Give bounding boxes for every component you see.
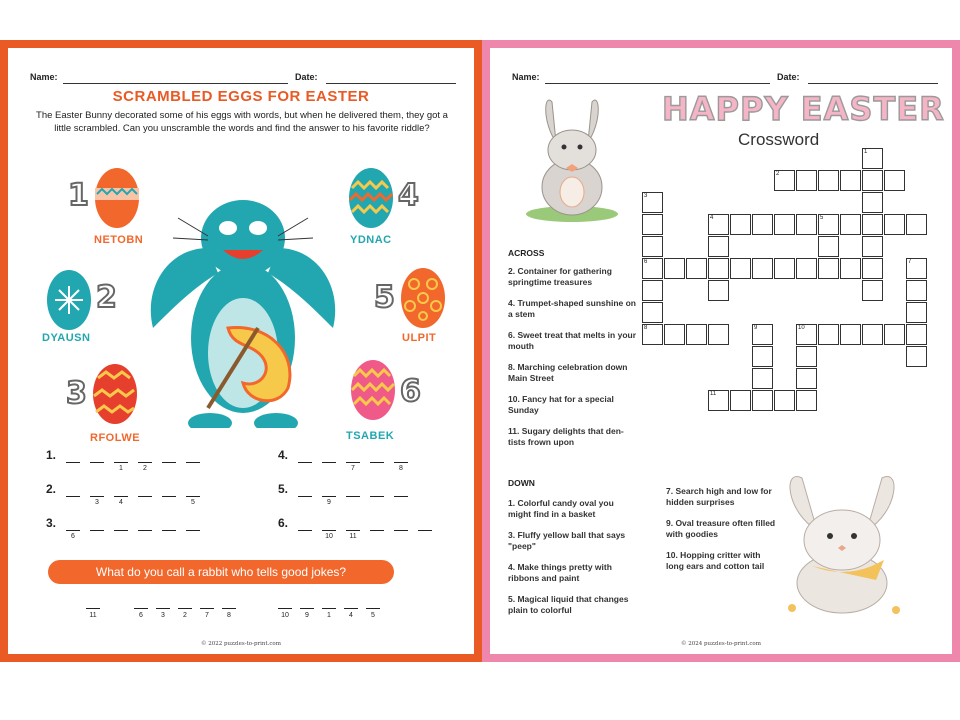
cell-clue-number: 7: [908, 259, 912, 265]
clue-item: 6. Sweet treat that melts in your mouth: [508, 330, 637, 351]
crossword-cell[interactable]: [664, 258, 685, 279]
crossword-cell[interactable]: [730, 214, 751, 235]
riddle-blank-number: 5: [371, 612, 375, 619]
clue-item: 3. Fluffy yellow ball that says "peep": [508, 530, 626, 551]
crossword-title: HAPPY EASTER: [662, 90, 945, 128]
crossword-cell[interactable]: [642, 236, 663, 257]
letter-blank[interactable]: [418, 530, 432, 531]
instructions: The Easter Bunny decorated some of his eggs with words, but when he delivered them, they got a little scrambled. Can you unscramble the words and find the answer to his favorite riddle?: [36, 110, 448, 134]
egg-word-3: RFOLWE: [90, 432, 141, 444]
cell-clue-number: 4: [710, 215, 714, 221]
answer-label-3: 3.: [46, 516, 57, 530]
egg-number-1: 1: [68, 178, 89, 213]
crossword-cell[interactable]: [906, 346, 927, 367]
clue-item: 8. Marching celebration down Main Street: [508, 362, 628, 383]
letter-blank[interactable]: [66, 530, 80, 531]
blank-number: 2: [143, 465, 147, 472]
egg-3-icon: [90, 358, 140, 426]
riddle-letter-blank[interactable]: [300, 608, 314, 609]
blank-number: 5: [191, 499, 195, 506]
crossword-cell[interactable]: [862, 258, 883, 279]
crossword-cell[interactable]: [752, 258, 773, 279]
bunny-painter-illustration: [148, 178, 338, 428]
egg-4-icon: [346, 162, 396, 230]
egg-5-icon: [398, 262, 448, 330]
crossword-worksheet: [482, 40, 960, 662]
crossword-cell[interactable]: [752, 390, 773, 411]
crossword-cell[interactable]: [730, 390, 751, 411]
riddle-blank-number: 8: [227, 612, 231, 619]
egg-word-2: DYAUSN: [42, 332, 91, 344]
egg-word-5: ULPIT: [402, 332, 437, 344]
copyright-left: © 2022 puzzles-to-print.com: [201, 641, 281, 647]
crossword-cell[interactable]: [752, 214, 773, 235]
riddle-letter-blank[interactable]: [178, 608, 192, 609]
letter-blank[interactable]: [90, 530, 104, 531]
egg-number-5: 5: [374, 280, 395, 315]
letter-blank[interactable]: [394, 496, 408, 497]
letter-blank[interactable]: [186, 496, 200, 497]
blank-number: 11: [349, 533, 357, 540]
riddle-blank-number: 7: [205, 612, 209, 619]
worksheet-page: [8, 48, 474, 654]
crossword-cell[interactable]: [796, 170, 817, 191]
name-label: Name:: [30, 72, 58, 82]
riddle-blank-number: 2: [183, 612, 187, 619]
riddle-letter-blank[interactable]: [86, 608, 100, 609]
riddle-blank-number: 3: [161, 612, 165, 619]
letter-blank[interactable]: [186, 530, 200, 531]
blank-number: 10: [325, 533, 333, 540]
riddle-letter-blank[interactable]: [134, 608, 148, 609]
riddle-letter-blank[interactable]: [278, 608, 292, 609]
letter-blank[interactable]: [298, 496, 312, 497]
answer-label-1: 1.: [46, 448, 57, 462]
answer-label-6: 6.: [278, 516, 289, 530]
crossword-cell[interactable]: [642, 302, 663, 323]
letter-blank[interactable]: [322, 530, 336, 531]
crossword-cell[interactable]: [642, 280, 663, 301]
clue-item: 4. Trumpet-shaped sunshine on a stem: [508, 298, 636, 319]
copyright-right: © 2024 puzzles-to-print.com: [681, 641, 761, 647]
name-line-right[interactable]: [545, 83, 770, 84]
date-line-right[interactable]: [808, 83, 938, 84]
crossword-cell[interactable]: [686, 324, 707, 345]
clue-item: 9. Oval treasure often filled with goodies: [666, 518, 776, 539]
answer-label-5: 5.: [278, 482, 289, 496]
letter-blank[interactable]: [346, 530, 360, 531]
egg-number-6: 6: [400, 374, 421, 409]
crossword-cell[interactable]: [708, 236, 729, 257]
crossword-cell[interactable]: [664, 324, 685, 345]
crossword-cell[interactable]: [796, 214, 817, 235]
letter-blank[interactable]: [370, 496, 384, 497]
crossword-page: [490, 48, 952, 654]
letter-blank[interactable]: [138, 496, 152, 497]
cell-clue-number: 9: [754, 325, 758, 331]
letter-blank[interactable]: [298, 530, 312, 531]
riddle-banner: What do you call a rabbit who tells good jokes?: [48, 560, 394, 584]
blank-number: 4: [119, 499, 123, 506]
letter-blank[interactable]: [322, 462, 336, 463]
clue-item: 7. Search high and low for hidden surprises: [666, 486, 772, 507]
crossword-cell[interactable]: [708, 258, 729, 279]
bow-bunny-illustration: [772, 468, 912, 620]
clue-item: 4. Make things pretty with ribbons and paint: [508, 562, 612, 583]
cell-clue-number: 5: [820, 215, 824, 221]
cell-clue-number: 11: [710, 391, 717, 397]
crossword-cell[interactable]: [796, 258, 817, 279]
letter-blank[interactable]: [66, 496, 80, 497]
letter-blank[interactable]: [322, 496, 336, 497]
riddle-blank-number: 4: [349, 612, 353, 619]
name-line[interactable]: [63, 83, 288, 84]
egg-6-icon: [348, 354, 398, 422]
blank-number: 8: [399, 465, 403, 472]
crossword-cell[interactable]: [906, 302, 927, 323]
letter-blank[interactable]: [394, 462, 408, 463]
crossword-cell[interactable]: [840, 170, 861, 191]
name-label-right: Name:: [512, 72, 540, 82]
letter-blank[interactable]: [370, 462, 384, 463]
crossword-cell[interactable]: [818, 170, 839, 191]
blank-number: 1: [119, 465, 123, 472]
crossword-cell[interactable]: [774, 214, 795, 235]
crossword-cell[interactable]: [840, 214, 861, 235]
cell-clue-number: 1: [864, 149, 868, 155]
answer-label-2: 2.: [46, 482, 57, 496]
letter-blank[interactable]: [346, 462, 360, 463]
letter-blank[interactable]: [138, 530, 152, 531]
riddle-blank-number: 1: [327, 612, 331, 619]
clue-item: 5. Magical liquid that changes plain to colorful: [508, 594, 629, 615]
letter-blank[interactable]: [394, 530, 408, 531]
crossword-cell[interactable]: [796, 368, 817, 389]
answer-label-4: 4.: [278, 448, 289, 462]
crossword-cell[interactable]: [906, 214, 927, 235]
crossword-cell[interactable]: [840, 324, 861, 345]
riddle-letter-blank[interactable]: [222, 608, 236, 609]
cell-clue-number: 10: [798, 325, 805, 331]
crossword-cell[interactable]: [818, 324, 839, 345]
crossword-cell[interactable]: [862, 214, 883, 235]
riddle-blank-number: 10: [281, 612, 289, 619]
egg-number-4: 4: [398, 178, 419, 213]
crossword-subtitle: Crossword: [738, 130, 820, 149]
date-label: Date:: [295, 72, 318, 82]
sitting-bunny-illustration: [522, 92, 622, 222]
crossword-cell[interactable]: [796, 390, 817, 411]
blank-number: 9: [327, 499, 331, 506]
clue-item: 10. Fancy hat for a special Sunday: [508, 394, 614, 415]
riddle-letter-blank[interactable]: [344, 608, 358, 609]
page-title: SCRAMBLED EGGS FOR EASTER: [112, 88, 370, 105]
cell-clue-number: 3: [644, 193, 648, 199]
crossword-cell[interactable]: [884, 324, 905, 345]
letter-blank[interactable]: [90, 462, 104, 463]
letter-blank[interactable]: [114, 530, 128, 531]
egg-2-icon: [44, 264, 94, 332]
riddle-letter-blank[interactable]: [200, 608, 214, 609]
crossword-cell[interactable]: [840, 258, 861, 279]
blank-number: 6: [71, 533, 75, 540]
riddle-letter-blank[interactable]: [322, 608, 336, 609]
clue-item: 10. Hopping critter with long ears and cotton tail: [666, 550, 765, 571]
letter-blank[interactable]: [114, 496, 128, 497]
letter-blank[interactable]: [162, 496, 176, 497]
letter-blank[interactable]: [138, 462, 152, 463]
clue-item: 1. Colorful candy oval you might find in a basket: [508, 498, 614, 519]
egg-number-2: 2: [96, 280, 117, 315]
crossword-cell[interactable]: [906, 324, 927, 345]
cell-clue-number: 2: [776, 171, 780, 177]
crossword-cell[interactable]: [862, 192, 883, 213]
date-line[interactable]: [326, 83, 456, 84]
riddle-blank-number: 9: [305, 612, 309, 619]
across-heading: ACROSS: [508, 248, 545, 258]
crossword-cell[interactable]: [818, 258, 839, 279]
crossword-cell[interactable]: [884, 214, 905, 235]
down-heading: DOWN: [508, 478, 535, 488]
letter-blank[interactable]: [298, 462, 312, 463]
letter-blank[interactable]: [114, 462, 128, 463]
scrambled-eggs-worksheet: [0, 40, 482, 662]
crossword-cell[interactable]: [906, 280, 927, 301]
clue-item: 2. Container for gathering springtime treasures: [508, 266, 612, 287]
crossword-cell[interactable]: [862, 170, 883, 191]
egg-word-4: YDNAC: [350, 234, 392, 246]
crossword-cell[interactable]: [730, 258, 751, 279]
egg-word-6: TSABEK: [346, 430, 395, 442]
egg-word-1: NETOBN: [94, 234, 144, 246]
letter-blank[interactable]: [370, 530, 384, 531]
crossword-cell[interactable]: [708, 280, 729, 301]
crossword-cell[interactable]: [796, 346, 817, 367]
cell-clue-number: 8: [644, 325, 648, 331]
letter-blank[interactable]: [162, 530, 176, 531]
egg-number-3: 3: [66, 376, 87, 411]
crossword-cell[interactable]: [884, 170, 905, 191]
crossword-cell[interactable]: [862, 324, 883, 345]
letter-blank[interactable]: [162, 462, 176, 463]
crossword-cell[interactable]: [686, 258, 707, 279]
riddle-letter-blank[interactable]: [156, 608, 170, 609]
crossword-cell[interactable]: [642, 214, 663, 235]
crossword-cell[interactable]: [774, 258, 795, 279]
crossword-cell[interactable]: [752, 368, 773, 389]
letter-blank[interactable]: [66, 462, 80, 463]
crossword-cell[interactable]: [774, 390, 795, 411]
crossword-cell[interactable]: [862, 236, 883, 257]
riddle-blank-number: 6: [139, 612, 143, 619]
riddle-letter-blank[interactable]: [366, 608, 380, 609]
letter-blank[interactable]: [186, 462, 200, 463]
egg-1-icon: [92, 162, 142, 230]
crossword-cell[interactable]: [752, 346, 773, 367]
date-label-right: Date:: [777, 72, 800, 82]
riddle-blank-number: 11: [89, 612, 97, 619]
cell-clue-number: 6: [644, 259, 648, 265]
letter-blank[interactable]: [346, 496, 360, 497]
clue-item: 11. Sugary delights that den- tists frown upon: [508, 426, 624, 447]
crossword-cell[interactable]: [862, 280, 883, 301]
letter-blank[interactable]: [90, 496, 104, 497]
blank-number: 7: [351, 465, 355, 472]
crossword-cell[interactable]: [708, 324, 729, 345]
blank-number: 3: [95, 499, 99, 506]
crossword-cell[interactable]: [818, 236, 839, 257]
